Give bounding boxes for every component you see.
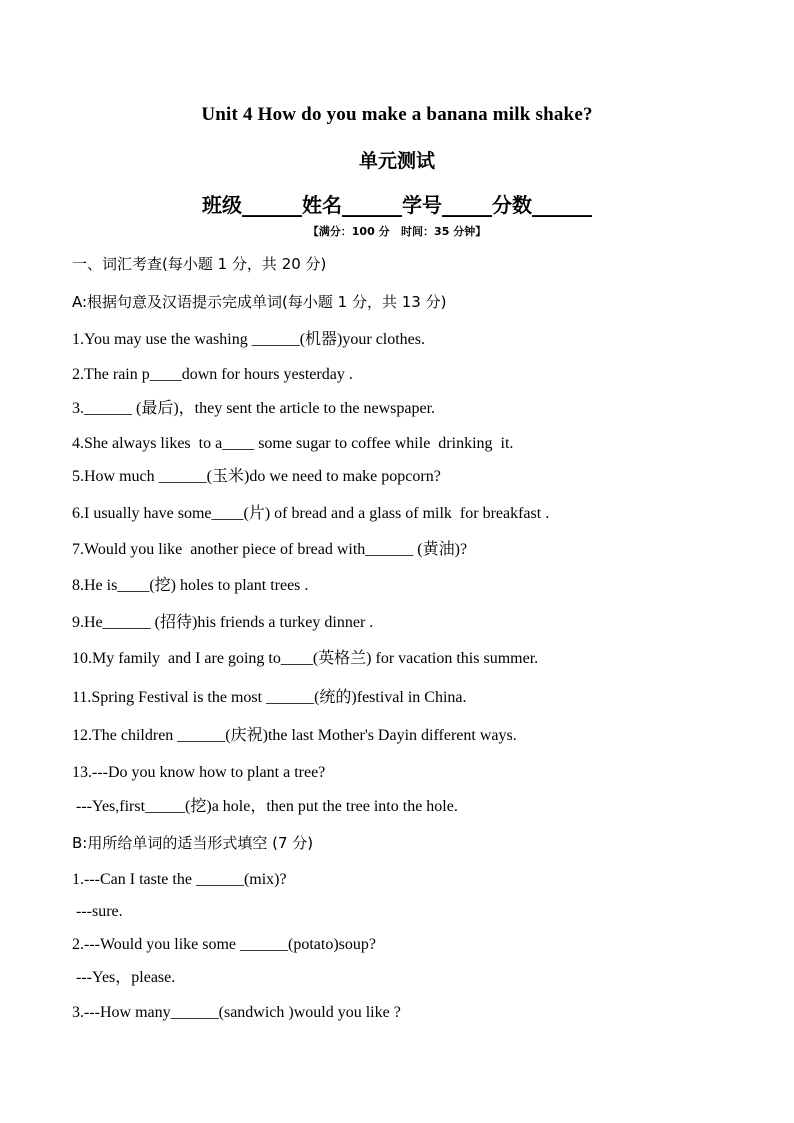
question-item: ---Yes,first_____(挖)a hole，then put the tree into the hole.	[72, 798, 458, 815]
question-item: ---Yes，please.	[72, 969, 176, 986]
question-item: 1.You may use the washing ______(机器)your clothes.	[72, 331, 426, 348]
page-subtitle: 单元测试	[358, 150, 435, 172]
question-item: 3.---How many______(sandwich )would you like ?	[72, 1004, 401, 1021]
question-item: 10.My family and I are going to____(英格兰) for vacation this summer.	[72, 650, 539, 667]
question-item: 8.He is____(挖) holes to plant trees .	[72, 577, 309, 594]
question-item: ---sure.	[72, 903, 123, 920]
question-item: 4.She always likes to a____ some sugar to coffee while drinking it.	[72, 435, 514, 452]
page-title: Unit 4 How do you make a banana milk shake?	[201, 104, 593, 125]
part-a-heading: A:根据句意及汉语提示完成单词(每小题 1 分，共 13 分)	[72, 293, 447, 311]
question-item: 13.---Do you know how to plant a tree?	[72, 764, 326, 781]
exam-meta: 【满分：100 分 时间：35 分钟】	[307, 225, 487, 238]
student-info-line: 班级______姓名______学号_____分数______	[202, 193, 592, 217]
question-item: 11.Spring Festival is the most ______(统的)festival in China.	[72, 689, 467, 706]
question-item: 9.He______ (招待)his friends a turkey dinner .	[72, 614, 374, 631]
section-heading: 一、词汇考查(每小题 1 分，共 20 分)	[72, 255, 327, 273]
question-item: 1.---Can I taste the ______(mix)?	[72, 871, 287, 888]
question-item: 12.The children ______(庆祝)the last Mother's Dayin different ways.	[72, 727, 517, 744]
question-item: 6.I usually have some____(片) of bread and a glass of milk for breakfast .	[72, 505, 550, 522]
question-item: 5.How much ______(玉米)do we need to make popcorn?	[72, 468, 441, 485]
part-b-heading: B:用所给单词的适当形式填空 (7 分)	[72, 834, 314, 852]
question-item: 3.______ (最后)，they sent the article to the newspaper.	[72, 400, 436, 417]
question-item: 7.Would you like another piece of bread with______ (黄油)?	[72, 541, 468, 558]
question-item: 2.---Would you like some ______(potato)soup?	[72, 936, 376, 953]
question-item: 2.The rain p____down for hours yesterday .	[72, 366, 353, 383]
